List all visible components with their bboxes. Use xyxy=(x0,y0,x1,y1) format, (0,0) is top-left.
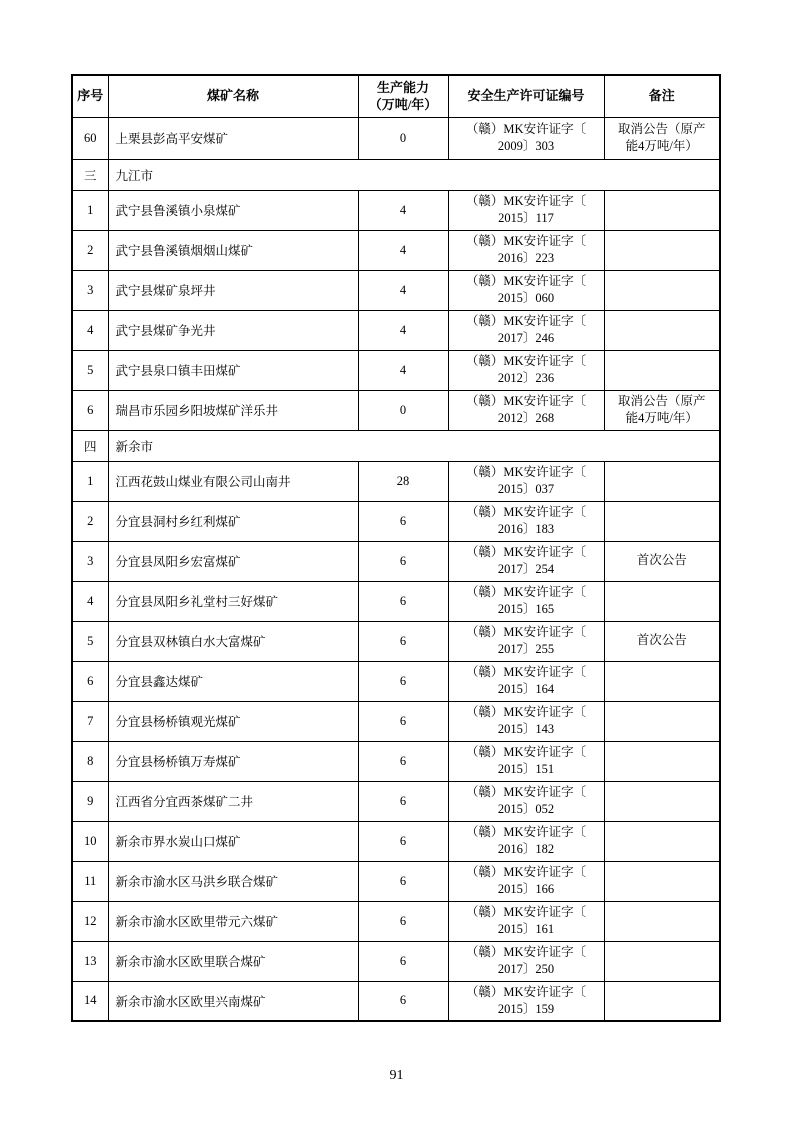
remark-text xyxy=(604,901,720,941)
remark-text: 首次公告 xyxy=(604,621,720,661)
license-line1: （赣）MK安许证字〔 xyxy=(465,664,587,679)
license-line2: 2015〕165 xyxy=(497,602,555,616)
row-index: 9 xyxy=(72,781,108,821)
license-line2: 2017〕246 xyxy=(497,331,555,345)
coal-mine-table xyxy=(71,74,721,1022)
mine-name: 新余市界水炭山口煤矿 xyxy=(108,821,358,861)
capacity-value: 0 xyxy=(358,117,448,159)
remark-text xyxy=(604,501,720,541)
license-number xyxy=(448,861,604,901)
mine-row xyxy=(72,581,720,621)
mine-name: 武宁县鲁溪镇烟烟山煤矿 xyxy=(108,230,358,270)
mine-row xyxy=(72,390,720,430)
row-index: 10 xyxy=(72,821,108,861)
mine-name: 分宜县杨桥镇观光煤矿 xyxy=(108,701,358,741)
mine-name: 江西花鼓山煤业有限公司山南井 xyxy=(108,461,358,501)
mine-row xyxy=(72,541,720,581)
license-line1: （赣）MK安许证字〔 xyxy=(465,624,587,639)
capacity-value: 0 xyxy=(358,390,448,430)
license-number xyxy=(448,117,604,159)
license-line1: （赣）MK安许证字〔 xyxy=(465,193,587,208)
row-index: 13 xyxy=(72,941,108,981)
license-line1: （赣）MK安许证字〔 xyxy=(465,584,587,599)
mine-name: 新余市渝水区欧里联合煤矿 xyxy=(108,941,358,981)
license-number xyxy=(448,621,604,661)
table-header xyxy=(72,75,720,117)
mine-name: 新余市渝水区欧里兴南煤矿 xyxy=(108,981,358,1021)
mine-row xyxy=(72,117,720,159)
license-number xyxy=(448,390,604,430)
license-line1: （赣）MK安许证字〔 xyxy=(465,464,587,479)
row-index: 2 xyxy=(72,230,108,270)
remark-text xyxy=(604,661,720,701)
capacity-value: 6 xyxy=(358,541,448,581)
license-line2: 2009〕303 xyxy=(497,139,555,153)
license-line1: （赣）MK安许证字〔 xyxy=(465,273,587,288)
license-line2: 2015〕164 xyxy=(497,682,555,696)
capacity-value: 6 xyxy=(358,981,448,1021)
table-body xyxy=(72,117,720,1021)
license-number xyxy=(448,941,604,981)
row-index: 5 xyxy=(72,621,108,661)
capacity-value: 28 xyxy=(358,461,448,501)
license-line1: （赣）MK安许证字〔 xyxy=(465,393,587,408)
col-header-mine-name: 煤矿名称 xyxy=(108,75,358,117)
row-index: 14 xyxy=(72,981,108,1021)
remark-text xyxy=(604,741,720,781)
remark-text: 取消公告（原产能4万吨/年） xyxy=(604,117,720,159)
mine-name: 分宜县凤阳乡宏富煤矿 xyxy=(108,541,358,581)
mine-row xyxy=(72,310,720,350)
remark-text xyxy=(604,941,720,981)
capacity-value: 4 xyxy=(358,230,448,270)
remark-text xyxy=(604,701,720,741)
license-line2: 2012〕236 xyxy=(497,371,555,385)
license-line2: 2016〕183 xyxy=(497,522,555,536)
mine-name: 瑞昌市乐园乡阳坡煤矿洋乐井 xyxy=(108,390,358,430)
license-line1: （赣）MK安许证字〔 xyxy=(465,353,587,368)
license-line1: （赣）MK安许证字〔 xyxy=(465,824,587,839)
row-index: 4 xyxy=(72,310,108,350)
remark-text xyxy=(604,310,720,350)
license-line2: 2017〕255 xyxy=(497,642,555,656)
mine-row xyxy=(72,230,720,270)
row-index: 11 xyxy=(72,861,108,901)
mine-name: 分宜县洞村乡红利煤矿 xyxy=(108,501,358,541)
license-number xyxy=(448,501,604,541)
remark-text xyxy=(604,350,720,390)
col-header-index: 序号 xyxy=(72,75,108,117)
license-number xyxy=(448,661,604,701)
capacity-value: 6 xyxy=(358,741,448,781)
capacity-value: 4 xyxy=(358,190,448,230)
license-line1: （赣）MK安许证字〔 xyxy=(465,504,587,519)
mine-row xyxy=(72,350,720,390)
row-index: 5 xyxy=(72,350,108,390)
remark-text: 取消公告（原产能4万吨/年） xyxy=(604,390,720,430)
mine-row xyxy=(72,741,720,781)
mine-name: 分宜县杨桥镇万寿煤矿 xyxy=(108,741,358,781)
capacity-value: 4 xyxy=(358,310,448,350)
mine-row xyxy=(72,661,720,701)
capacity-value: 6 xyxy=(358,861,448,901)
license-line2: 2015〕060 xyxy=(497,291,555,305)
row-index: 60 xyxy=(72,117,108,159)
mine-row xyxy=(72,941,720,981)
license-line1: （赣）MK安许证字〔 xyxy=(465,784,587,799)
mine-name: 江西省分宜西茶煤矿二井 xyxy=(108,781,358,821)
license-number xyxy=(448,190,604,230)
license-number xyxy=(448,230,604,270)
col-header-remark: 备注 xyxy=(604,75,720,117)
license-number xyxy=(448,310,604,350)
license-line2: 2016〕223 xyxy=(497,251,555,265)
mine-row xyxy=(72,621,720,661)
capacity-value: 6 xyxy=(358,661,448,701)
row-index: 8 xyxy=(72,741,108,781)
license-number xyxy=(448,270,604,310)
section-city-name: 九江市 xyxy=(108,159,720,190)
capacity-value: 6 xyxy=(358,941,448,981)
license-line2: 2015〕161 xyxy=(497,922,555,936)
remark-text xyxy=(604,461,720,501)
license-line1: （赣）MK安许证字〔 xyxy=(465,704,587,719)
remark-text xyxy=(604,270,720,310)
mine-row xyxy=(72,461,720,501)
license-number xyxy=(448,461,604,501)
license-line2: 2015〕143 xyxy=(497,722,555,736)
capacity-header-line2: （万吨/年） xyxy=(368,97,438,113)
section-number: 四 xyxy=(72,430,108,461)
license-number xyxy=(448,350,604,390)
license-line2: 2017〕250 xyxy=(497,962,555,976)
city-section-row xyxy=(72,430,720,461)
section-city-name: 新余市 xyxy=(108,430,720,461)
row-index: 12 xyxy=(72,901,108,941)
license-line2: 2016〕182 xyxy=(497,842,555,856)
mine-row xyxy=(72,981,720,1021)
row-index: 7 xyxy=(72,701,108,741)
mine-row xyxy=(72,861,720,901)
license-line2: 2015〕166 xyxy=(497,882,555,896)
remark-text: 首次公告 xyxy=(604,541,720,581)
mine-name: 分宜县鑫达煤矿 xyxy=(108,661,358,701)
mine-row xyxy=(72,821,720,861)
license-number xyxy=(448,821,604,861)
capacity-value: 6 xyxy=(358,621,448,661)
city-section-row xyxy=(72,159,720,190)
capacity-value: 6 xyxy=(358,901,448,941)
row-index: 4 xyxy=(72,581,108,621)
license-line2: 2015〕117 xyxy=(498,211,554,225)
col-header-license: 安全生产许可证编号 xyxy=(448,75,604,117)
remark-text xyxy=(604,230,720,270)
license-number xyxy=(448,701,604,741)
license-line1: （赣）MK安许证字〔 xyxy=(465,233,587,248)
license-number xyxy=(448,581,604,621)
mine-name: 武宁县泉口镇丰田煤矿 xyxy=(108,350,358,390)
license-line2: 2015〕151 xyxy=(497,762,555,776)
capacity-value: 6 xyxy=(358,501,448,541)
license-number xyxy=(448,541,604,581)
row-index: 6 xyxy=(72,661,108,701)
license-line1: （赣）MK安许证字〔 xyxy=(465,984,587,999)
capacity-value: 6 xyxy=(358,781,448,821)
mine-row xyxy=(72,781,720,821)
license-line2: 2015〕159 xyxy=(497,1001,555,1016)
license-line1: （赣）MK安许证字〔 xyxy=(465,944,587,959)
mine-name: 武宁县煤矿争光井 xyxy=(108,310,358,350)
header-row xyxy=(72,75,720,117)
row-index: 3 xyxy=(72,541,108,581)
license-number xyxy=(448,981,604,1021)
mine-row xyxy=(72,501,720,541)
license-number xyxy=(448,781,604,821)
license-line2: 2015〕037 xyxy=(497,482,555,496)
section-number: 三 xyxy=(72,159,108,190)
row-index: 1 xyxy=(72,461,108,501)
capacity-value: 6 xyxy=(358,701,448,741)
remark-text xyxy=(604,981,720,1021)
license-line1: （赣）MK安许证字〔 xyxy=(465,121,587,136)
mine-name: 武宁县鲁溪镇小泉煤矿 xyxy=(108,190,358,230)
mine-name: 上栗县彭高平安煤矿 xyxy=(108,117,358,159)
license-number xyxy=(448,901,604,941)
capacity-value: 6 xyxy=(358,581,448,621)
remark-text xyxy=(604,190,720,230)
license-line1: （赣）MK安许证字〔 xyxy=(465,864,587,879)
capacity-value: 4 xyxy=(358,270,448,310)
mine-row xyxy=(72,701,720,741)
license-line2: 2015〕052 xyxy=(497,802,555,816)
mine-name: 分宜县凤阳乡礼堂村三好煤矿 xyxy=(108,581,358,621)
license-number xyxy=(448,741,604,781)
remark-text xyxy=(604,581,720,621)
license-line1: （赣）MK安许证字〔 xyxy=(465,904,587,919)
license-line1: （赣）MK安许证字〔 xyxy=(465,744,587,759)
mine-name: 新余市渝水区欧里带元六煤矿 xyxy=(108,901,358,941)
row-index: 6 xyxy=(72,390,108,430)
license-line2: 2012〕268 xyxy=(497,411,555,425)
mine-row xyxy=(72,190,720,230)
row-index: 1 xyxy=(72,190,108,230)
mine-row xyxy=(72,270,720,310)
mine-name: 新余市渝水区马洪乡联合煤矿 xyxy=(108,861,358,901)
remark-text xyxy=(604,861,720,901)
page-number: 91 xyxy=(389,1068,404,1083)
row-index: 3 xyxy=(72,270,108,310)
col-header-capacity xyxy=(358,75,448,117)
capacity-value: 4 xyxy=(358,350,448,390)
mine-name: 分宜县双林镇白水大富煤矿 xyxy=(108,621,358,661)
remark-text xyxy=(604,821,720,861)
capacity-header-line1: 生产能力 xyxy=(376,79,429,95)
license-line1: （赣）MK安许证字〔 xyxy=(465,544,587,559)
license-line2: 2017〕254 xyxy=(497,562,555,576)
license-line1: （赣）MK安许证字〔 xyxy=(465,313,587,328)
mine-name: 武宁县煤矿泉坪井 xyxy=(108,270,358,310)
mine-row xyxy=(72,901,720,941)
capacity-value: 6 xyxy=(358,821,448,861)
row-index: 2 xyxy=(72,501,108,541)
remark-text xyxy=(604,781,720,821)
